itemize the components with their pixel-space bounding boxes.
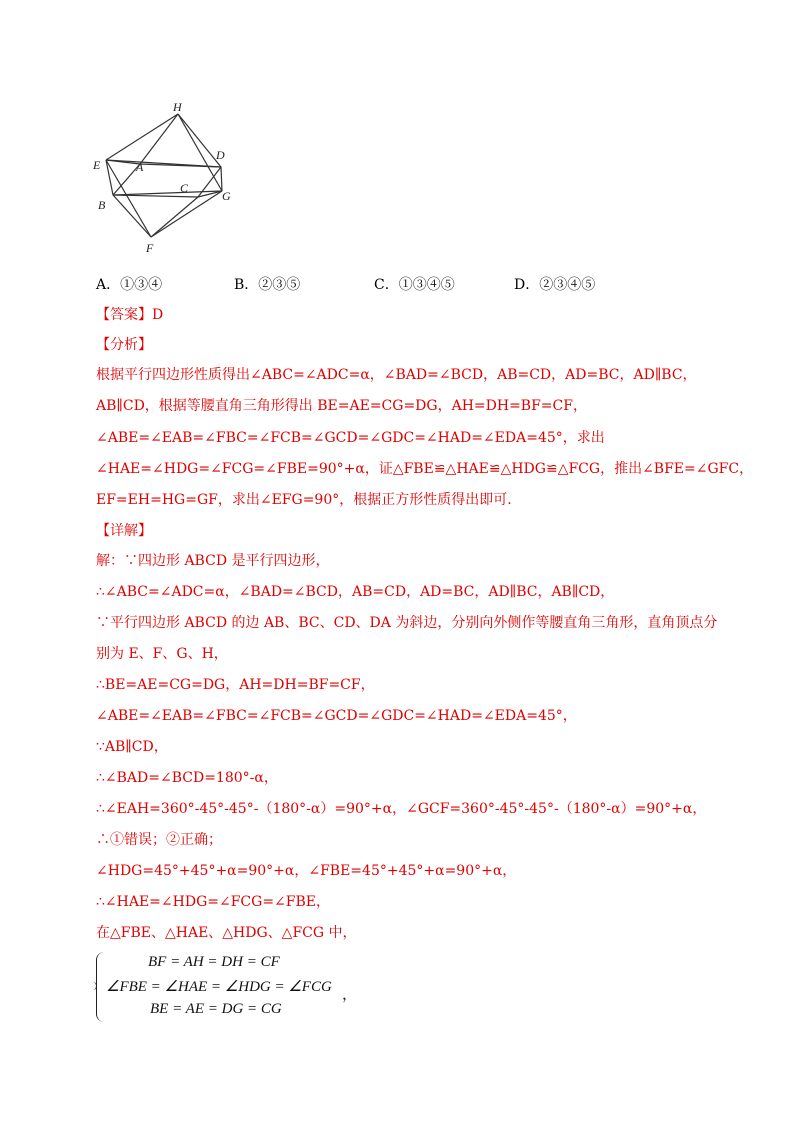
detail-line: ∴∠HAE=∠HDG=∠FCG=∠FBE， [96, 894, 331, 910]
analysis-tag: 【分析】 [96, 337, 152, 353]
analysis-line: EF=EH=HG=GF，求出∠EFG=90°，根据正方形性质得出即可. [96, 492, 512, 508]
geometry-figure [86, 98, 246, 258]
label-e: E [93, 158, 101, 172]
label-c: C [180, 181, 189, 195]
answer-tag: 【答案】 [96, 307, 152, 323]
choice-b: B．②③⑤ [234, 277, 301, 293]
detail-line: 别为 E、F、G、H， [96, 646, 228, 662]
label-f: F [146, 241, 154, 255]
answer-value: D [152, 307, 164, 323]
analysis-line: ∠ABE=∠EAB=∠FBC=∠FCB=∠GCD=∠GDC=∠HAD=∠EDA=45°，求出 [96, 430, 605, 446]
detail-line: ∴∠BAD=∠BCD=180°-α， [96, 770, 278, 786]
detail-line: ∠HDG=45°+45°+α=90°+α，∠FBE=45°+45°+α=90°+α， [96, 863, 517, 879]
label-b: B [98, 198, 106, 212]
label-d: D [216, 148, 225, 162]
detail-line: 解：∵四边形 ABCD 是平行四边形， [96, 553, 330, 569]
detail-line: ∴∠EAH=360°-45°-45°-（180°-α）=90°+α，∠GCF=360°-45°-45°-（180°-α）=90°+α， [96, 801, 707, 817]
choice-a: A．①③④ [96, 277, 163, 293]
label-g: G [222, 189, 231, 203]
parallelogram-squares-diagram [86, 98, 246, 258]
system-line: BF = AH = DH = CF [148, 954, 280, 970]
analysis-line: 根据平行四边形性质得出∠ABC=∠ADC=α，∠BAD=∠BCD，AB=CD，AD=BC，AD∥BC， [96, 367, 697, 383]
detail-line: ∵AB∥CD， [96, 739, 168, 755]
system-line: ∠FBE = ∠HAE = ∠HDG = ∠FCG [106, 979, 332, 995]
detail-line: ∵平行四边形 ABCD 的边 AB、BC、CD、DA 为斜边，分别向外侧作等腰直角三角形，直角顶点分 [96, 615, 718, 631]
label-a: A [136, 160, 144, 174]
detail-tag: 【详解】 [96, 523, 152, 539]
choice-c: C．①③④⑤ [374, 277, 455, 293]
detail-line: ∴BE=AE=CG=DG，AH=DH=BF=CF， [96, 677, 375, 693]
system-line: BE = AE = DG = CG [150, 1001, 282, 1017]
detail-line: ∴∠ABC=∠ADC=α，∠BAD=∠BCD，AB=CD，AD=BC，AD∥BC，AB∥CD， [96, 584, 615, 600]
analysis-line: AB∥CD，根据等腰直角三角形得出 BE=AE=CG=DG，AH=DH=BF=CF， [96, 398, 587, 414]
answer-line [96, 304, 163, 324]
detail-line: ∠ABE=∠EAB=∠FBC=∠FCB=∠GCD=∠GDC=∠HAD=∠EDA=45°， [96, 708, 577, 724]
system-trailing-comma: ， [342, 987, 358, 1003]
choice-d: D．②③④⑤ [514, 277, 596, 293]
label-h: H [173, 100, 182, 114]
detail-line: 在△FBE、△HAE、△HDG、△FCG 中， [96, 925, 357, 941]
detail-line: ∴①错误；②正确； [96, 832, 222, 848]
analysis-line: ∠HAE=∠HDG=∠FCG=∠FBE=90°+α，证△FBE≌△HAE≌△HDG≌△FCG，推出∠BFE=∠GFC， [96, 461, 754, 477]
